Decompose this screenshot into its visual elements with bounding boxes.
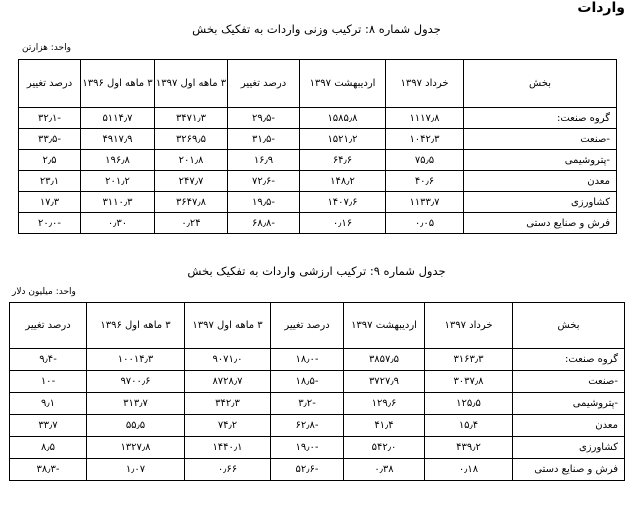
table-cell: ۳۶۴۷٫۸: [155, 192, 228, 213]
table9-unit: واحد: میلیون دلار: [12, 287, 76, 297]
table-cell: ۷۵٫۵: [386, 150, 464, 171]
table8-header-ordibehesht: اردیبهشت ۱۳۹۷: [300, 60, 386, 108]
table8-caption: جدول شماره ۸: ترکیب وزنی واردات به تفکیک بخش: [192, 22, 441, 36]
table9-header-pct-change: درصد تغییر: [271, 303, 344, 349]
table-row: [10, 415, 625, 437]
table9-header-sector: بخش: [513, 303, 625, 349]
table-cell: ۵۵٫۵: [87, 415, 185, 437]
table9-header-q1-pct-change: درصد تغییر: [10, 303, 87, 349]
sector-label: فرش و صنایع دستی: [464, 213, 617, 234]
table-cell: -۱۸٫۵: [271, 371, 344, 393]
table-cell: ۱۲۹٫۶: [344, 393, 425, 415]
table-cell: ۴۳۹٫۲: [425, 437, 513, 459]
table-cell: ۰٫۳۰: [81, 213, 155, 234]
table9-header-q1-1397: ۳ ماهه اول ۱۳۹۷: [185, 303, 271, 349]
table-row: [10, 459, 625, 481]
table-cell: ۳۴۲٫۳: [185, 393, 271, 415]
table-cell: ۲۰۱٫۸: [155, 150, 228, 171]
table-cell: ۲۳٫۱: [19, 171, 81, 192]
table-cell: ۵۴۲٫۰: [344, 437, 425, 459]
table-cell: ۳۴۷۱٫۳: [155, 108, 228, 129]
table-cell: -۳۲٫۱: [19, 108, 81, 129]
table8-header-q1-pct-change: درصد تغییر: [19, 60, 81, 108]
table-row: [10, 371, 625, 393]
table-cell: ۳۲۶۹٫۵: [155, 129, 228, 150]
table-row: [10, 393, 625, 415]
page-heading: واردات: [577, 0, 625, 16]
table-cell: ۱۵٫۴: [425, 415, 513, 437]
table-cell: -۳۱٫۵: [228, 129, 300, 150]
table-cell: ۱۴۴۰٫۱: [185, 437, 271, 459]
table-cell: -۱۸٫۰: [271, 349, 344, 371]
table-cell: ۵۱۱۴٫۷: [81, 108, 155, 129]
table-cell: ۱۴۸٫۲: [300, 171, 386, 192]
sector-label: معدن: [464, 171, 617, 192]
table-row: [19, 129, 617, 150]
table-cell: ۱۵۸۵٫۸: [300, 108, 386, 129]
table8-header-khordad: خرداد ۱۳۹۷: [386, 60, 464, 108]
sector-label: گروه صنعت:: [464, 108, 617, 129]
table-cell: ۰٫۳۸: [344, 459, 425, 481]
table-cell: ۰٫۰۵: [386, 213, 464, 234]
sector-label: -پتروشیمی: [513, 393, 625, 415]
table8-header-pct-change: درصد تغییر: [228, 60, 300, 108]
sector-label: -پتروشیمی: [464, 150, 617, 171]
table-row: [19, 171, 617, 192]
table-cell: ۱٫۰۷: [87, 459, 185, 481]
table9-caption: جدول شماره ۹: ترکیب ارزشی واردات به تفکیک بخش: [187, 264, 446, 278]
table-cell: ۳۳٫۷: [10, 415, 87, 437]
table8-header-row: [19, 60, 617, 108]
table-cell: ۲۴۷٫۷: [155, 171, 228, 192]
table-cell: ۹۰۷۱٫۰: [185, 349, 271, 371]
sector-label: کشاورزی: [513, 437, 625, 459]
table-cell: -۶۸٫۸: [228, 213, 300, 234]
sector-label: کشاورزی: [464, 192, 617, 213]
table-cell: -۹٫۴: [10, 349, 87, 371]
table-cell: ۱۶٫۹: [228, 150, 300, 171]
sector-label: -صنعت: [513, 371, 625, 393]
table-cell: ۸۷۲۸٫۷: [185, 371, 271, 393]
table-cell: ۷۴٫۲: [185, 415, 271, 437]
table-cell: ۰٫۱۶: [300, 213, 386, 234]
table-cell: ۱۷٫۳: [19, 192, 81, 213]
table-cell: ۳۱۶۳٫۳: [425, 349, 513, 371]
table-cell: -۷۲٫۶: [228, 171, 300, 192]
table9-header-khordad: خرداد ۱۳۹۷: [425, 303, 513, 349]
table-cell: ۹۷۰۰٫۶: [87, 371, 185, 393]
table8-unit: واحد: هزارتن: [22, 43, 71, 53]
table-cell: ۹٫۱: [10, 393, 87, 415]
table-cell: -۶۲٫۸: [271, 415, 344, 437]
table-cell: ۲۰۱٫۲: [81, 171, 155, 192]
table8: [18, 59, 617, 234]
table-cell: -۳٫۲: [271, 393, 344, 415]
table9: [9, 302, 625, 481]
table-cell: ۱۱۱۷٫۸: [386, 108, 464, 129]
table-row: [19, 192, 617, 213]
table-cell: -۳۸٫۳: [10, 459, 87, 481]
table-cell: -۵۲٫۶: [271, 459, 344, 481]
table-cell: ۱۰۴۲٫۳: [386, 129, 464, 150]
table-cell: ۱۳۲۷٫۸: [87, 437, 185, 459]
table-cell: ۴۰٫۶: [386, 171, 464, 192]
table-cell: ۴۱٫۴: [344, 415, 425, 437]
table-cell: -۱۰: [10, 371, 87, 393]
table-cell: ۳۷۲۷٫۹: [344, 371, 425, 393]
table-cell: -۲۹٫۵: [228, 108, 300, 129]
table-cell: -۳۳٫۵: [19, 129, 81, 150]
table-cell: ۱۹۶٫۸: [81, 150, 155, 171]
table-cell: ۲٫۵: [19, 150, 81, 171]
table-cell: ۰٫۶۶: [185, 459, 271, 481]
table-cell: -۱۹٫۵: [228, 192, 300, 213]
table-cell: ۴۹۱۷٫۹: [81, 129, 155, 150]
table8-header-sector: بخش: [464, 60, 617, 108]
sector-label: -صنعت: [464, 129, 617, 150]
table8-header-q1-1397: ۳ ماهه اول ۱۳۹۷: [155, 60, 228, 108]
table-cell: ۳۱۳٫۷: [87, 393, 185, 415]
table-cell: ۱۱۳۳٫۷: [386, 192, 464, 213]
table-cell: ۰٫۲۴: [155, 213, 228, 234]
table-row: [19, 213, 617, 234]
table-cell: ۸٫۵: [10, 437, 87, 459]
table-cell: ۱۵۲۱٫۲: [300, 129, 386, 150]
sector-label: فرش و صنایع دستی: [513, 459, 625, 481]
table-row: [10, 349, 625, 371]
table9-header-ordibehesht: اردیبهشت ۱۳۹۷: [344, 303, 425, 349]
table-cell: ۳۰۳۷٫۸: [425, 371, 513, 393]
table-cell: ۰٫۱۸: [425, 459, 513, 481]
table-row: [19, 150, 617, 171]
table-cell: ۱۲۵٫۵: [425, 393, 513, 415]
table-cell: ۱۴۰۷٫۶: [300, 192, 386, 213]
sector-label: گروه صنعت:: [513, 349, 625, 371]
table9-header-row: [10, 303, 625, 349]
table-cell: ۳۸۵۷٫۵: [344, 349, 425, 371]
table-cell: ۳۱۱۰٫۳: [81, 192, 155, 213]
table-cell: -۱۹٫۰: [271, 437, 344, 459]
table-cell: ۶۴٫۶: [300, 150, 386, 171]
table8-header-q1-1396: ۳ ماهه اول ۱۳۹۶: [81, 60, 155, 108]
table-row: [19, 108, 617, 129]
table9-header-q1-1396: ۳ ماهه اول ۱۳۹۶: [87, 303, 185, 349]
table-cell: ۱۰۰۱۴٫۳: [87, 349, 185, 371]
table-cell: -۲۰٫۰: [19, 213, 81, 234]
table-row: [10, 437, 625, 459]
sector-label: معدن: [513, 415, 625, 437]
